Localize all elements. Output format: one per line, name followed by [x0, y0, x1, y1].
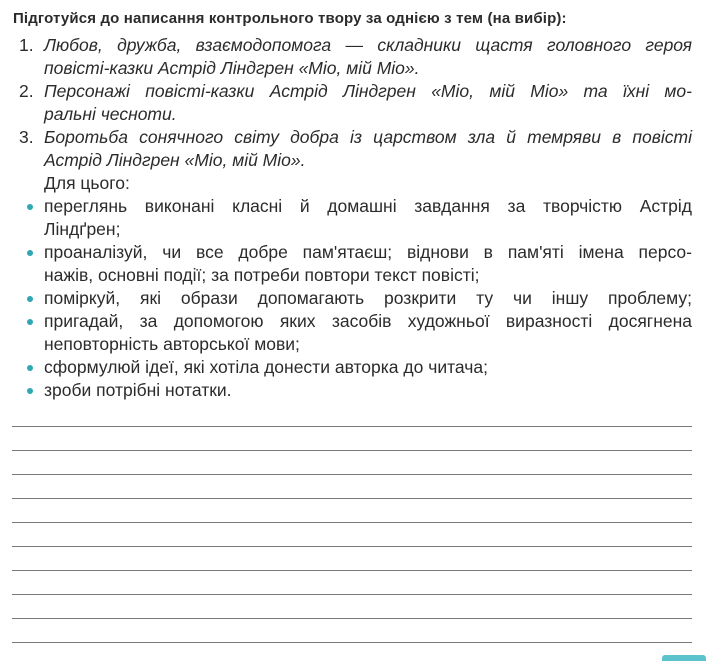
writing-line[interactable] — [12, 570, 692, 571]
topic-item-2 — [0, 80, 707, 126]
writing-line[interactable] — [12, 426, 692, 427]
list-item-line: переглянь виконані класні й домашні завдання за творчістю Астрід — [44, 196, 692, 216]
bullet-icon — [27, 204, 33, 210]
topic-number: 3. — [19, 127, 34, 147]
list-item-line: нажів, основні події; за потреби повтори текст повісті; — [44, 265, 480, 285]
list-item-line: Ліндґрен; — [44, 219, 121, 239]
task-heading: Підготуйся до написання контрольного твору за однією з тем (на вибір): — [13, 10, 567, 27]
writing-line[interactable] — [12, 546, 692, 547]
list-item-line: пригадай, за допомогою яких засобів художньої виразності досягнена — [44, 311, 692, 331]
topic-line: Любов, дружба, взаємодопомога — складники щастя головного героя — [44, 35, 692, 55]
bullet-icon — [27, 296, 33, 302]
bullet-icon — [27, 365, 33, 371]
list-item — [0, 287, 707, 310]
bullet-icon — [27, 250, 33, 256]
writing-line[interactable] — [12, 594, 692, 595]
list-item-line: сформулюй ідеї, які хотіла донести авторка до читача; — [44, 357, 488, 377]
writing-line[interactable] — [12, 642, 692, 643]
topics-list — [0, 34, 707, 402]
writing-line[interactable] — [12, 498, 692, 499]
topic-number: 1. — [19, 35, 34, 55]
topic-line: Астрід Ліндгрен «Міо, мій Міо». — [44, 150, 306, 170]
instructions-intro: Для цього: — [44, 173, 130, 193]
writing-line[interactable] — [12, 474, 692, 475]
topic-item-3 — [0, 126, 707, 172]
list-item — [0, 356, 707, 379]
topic-item-1 — [0, 34, 707, 80]
page-corner-tab — [662, 655, 706, 661]
writing-line[interactable] — [12, 618, 692, 619]
instructions-list — [0, 195, 707, 402]
topic-line: Персонажі повісті-казки Астрід Ліндгрен «Міо, мій Міо» та їхні мо- — [44, 81, 692, 101]
bullet-icon — [27, 388, 33, 394]
topic-line: ральні чесноти. — [44, 104, 177, 124]
list-item-line: неповторність авторської мови; — [44, 334, 300, 354]
list-item-line: поміркуй, які образи допомагають розкрити ту чи іншу проблему; — [44, 288, 692, 308]
list-item — [0, 241, 707, 287]
list-item — [0, 195, 707, 241]
writing-line[interactable] — [12, 522, 692, 523]
writing-line[interactable] — [12, 450, 692, 451]
list-item-line: проаналізуй, чи все добре пам'ятаєш; віднови в пам'яті імена персо- — [44, 242, 692, 262]
list-item — [0, 310, 707, 356]
topic-line: повісті-казки Астрід Ліндгрен «Міо, мій Міо». — [44, 58, 420, 78]
list-item — [0, 379, 707, 402]
list-item-line: зроби потрібні нотатки. — [44, 380, 232, 400]
bullet-icon — [27, 319, 33, 325]
topic-line: Боротьба сонячного світу добра із царством зла й темряви в повісті — [44, 127, 692, 147]
topic-number: 2. — [19, 81, 34, 101]
